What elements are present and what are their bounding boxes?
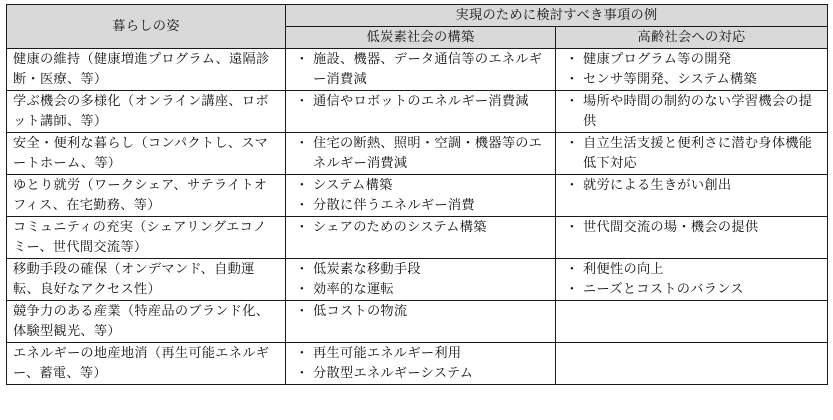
bullet-item [291, 364, 550, 384]
aspect-cell: 安全・便利な暮らし（コンパクトし、スマートホーム、等） [7, 133, 286, 175]
bullet-text: 施設、機器、データ通信等のエネルギー消費減 [313, 52, 543, 87]
aging-cell [556, 343, 828, 385]
bullet-mark: ・ [565, 178, 579, 193]
aging-cell [556, 217, 828, 259]
bullet-item [291, 302, 550, 322]
lowcarbon-cell [286, 133, 556, 175]
aging-cell [556, 259, 828, 301]
bullet-text: 利便性の向上 [583, 262, 664, 277]
bullet-mark: ・ [295, 281, 309, 297]
lowcarbon-cell [286, 91, 556, 133]
examples-table [6, 4, 828, 385]
bullet-mark: ・ [295, 136, 309, 151]
bullet-text: 自立生活支援と便利さに潜む身体機能低下対応 [583, 136, 813, 171]
table-row [7, 49, 828, 91]
aspect-cell: ゆとり就労（ワークシェア、サテライトオフィス、在宅勤務、等） [7, 175, 286, 217]
bullet-mark: ・ [565, 94, 579, 109]
header-aspect: 暮らしの姿 [7, 5, 286, 49]
bullet-mark: ・ [295, 220, 309, 235]
header-row [7, 5, 828, 27]
bullet-text: 分散型エネルギーシステム [313, 365, 474, 381]
bullet-mark: ・ [295, 197, 309, 213]
table-row [7, 175, 828, 217]
bullet-text: 住宅の断熱、照明・空調・機器等のエネルギー消費減 [313, 136, 543, 171]
bullet-text: センサ等開発、システム構築 [583, 71, 758, 87]
bullet-item [291, 280, 550, 300]
table-row [7, 133, 828, 175]
bullet-text: 再生可能エネルギー利用 [313, 346, 462, 361]
bullet-mark: ・ [295, 94, 309, 109]
lowcarbon-cell [286, 301, 556, 343]
lowcarbon-cell [286, 217, 556, 259]
aspect-cell: 競争力のある産業（特産品のブランド化、体験型観光、等） [7, 301, 286, 343]
bullet-mark: ・ [565, 220, 579, 235]
bullet-text: 世代間交流の場・機会の提供 [583, 220, 759, 235]
bullet-text: 低コストの物流 [313, 304, 408, 319]
bullet-mark: ・ [565, 262, 579, 277]
lowcarbon-cell [286, 175, 556, 217]
bullet-mark: ・ [295, 52, 309, 67]
bullet-text: 効率的な運転 [313, 281, 394, 297]
bullet-mark: ・ [565, 71, 579, 87]
table-row [7, 91, 828, 133]
bullet-mark: ・ [565, 52, 579, 67]
lowcarbon-cell [286, 49, 556, 91]
bullet-item [291, 218, 550, 238]
bullet-text: シェアのためのシステム構築 [313, 220, 487, 235]
bullet-item [291, 176, 550, 196]
aging-cell [556, 175, 828, 217]
table-row [7, 259, 828, 301]
bullet-text: ニーズとコストのバランス [583, 281, 744, 297]
bullet-mark: ・ [295, 178, 309, 193]
bullet-mark: ・ [565, 136, 579, 151]
lowcarbon-cell [286, 343, 556, 385]
bullet-item [561, 134, 822, 173]
bullet-item [561, 50, 822, 70]
table-body [7, 49, 828, 385]
bullet-item [561, 176, 822, 196]
bullet-item [561, 92, 822, 131]
table-row [7, 301, 828, 343]
header-lowcarbon: 低炭素社会の構築 [286, 27, 556, 49]
bullet-text: 健康プログラム等の開発 [583, 52, 732, 67]
header-examples: 実現のために検討すべき事項の例 [286, 5, 828, 27]
aspect-cell: 移動手段の確保（オンデマンド、自動運転、良好なアクセス性） [7, 259, 286, 301]
bullet-mark: ・ [295, 262, 309, 277]
aspect-cell: コミュニティの充実（シェアリングエコノミー、世代間交流等） [7, 217, 286, 259]
bullet-item [561, 218, 822, 238]
bullet-mark: ・ [295, 365, 309, 381]
aging-cell [556, 301, 828, 343]
bullet-text: 就労による生きがい創出 [583, 178, 732, 193]
bullet-text: システム構築 [313, 178, 393, 193]
aspect-cell: エネルギーの地産地消（再生可能エネルギー、蓄電、等） [7, 343, 286, 385]
bullet-text: 通信やロボットのエネルギー消費減 [313, 94, 529, 109]
bullet-item [561, 260, 822, 280]
aspect-cell: 健康の維持（健康増進プログラム、遠隔診断・医療、等） [7, 49, 286, 91]
bullet-mark: ・ [295, 304, 309, 319]
aging-cell [556, 133, 828, 175]
bullet-item [291, 50, 550, 89]
bullet-text: 場所や時間の制約のない学習機会の提供 [583, 94, 813, 129]
bullet-item [291, 260, 550, 280]
aging-cell [556, 49, 828, 91]
bullet-item [291, 344, 550, 364]
table-row [7, 217, 828, 259]
bullet-item [561, 70, 822, 90]
bullet-mark: ・ [295, 346, 309, 361]
bullet-mark: ・ [565, 281, 579, 297]
table-row [7, 343, 828, 385]
aspect-cell: 学ぶ機会の多様化（オンライン講座、ロボット講師、等） [7, 91, 286, 133]
bullet-text: 低炭素な移動手段 [313, 262, 421, 277]
bullet-text: 分散に伴うエネルギー消費 [313, 197, 475, 213]
lowcarbon-cell [286, 259, 556, 301]
bullet-item [291, 134, 550, 173]
bullet-item [561, 280, 822, 300]
bullet-item [291, 196, 550, 216]
bullet-item [291, 92, 550, 112]
aging-cell [556, 91, 828, 133]
header-aging: 高齢社会への対応 [556, 27, 828, 49]
